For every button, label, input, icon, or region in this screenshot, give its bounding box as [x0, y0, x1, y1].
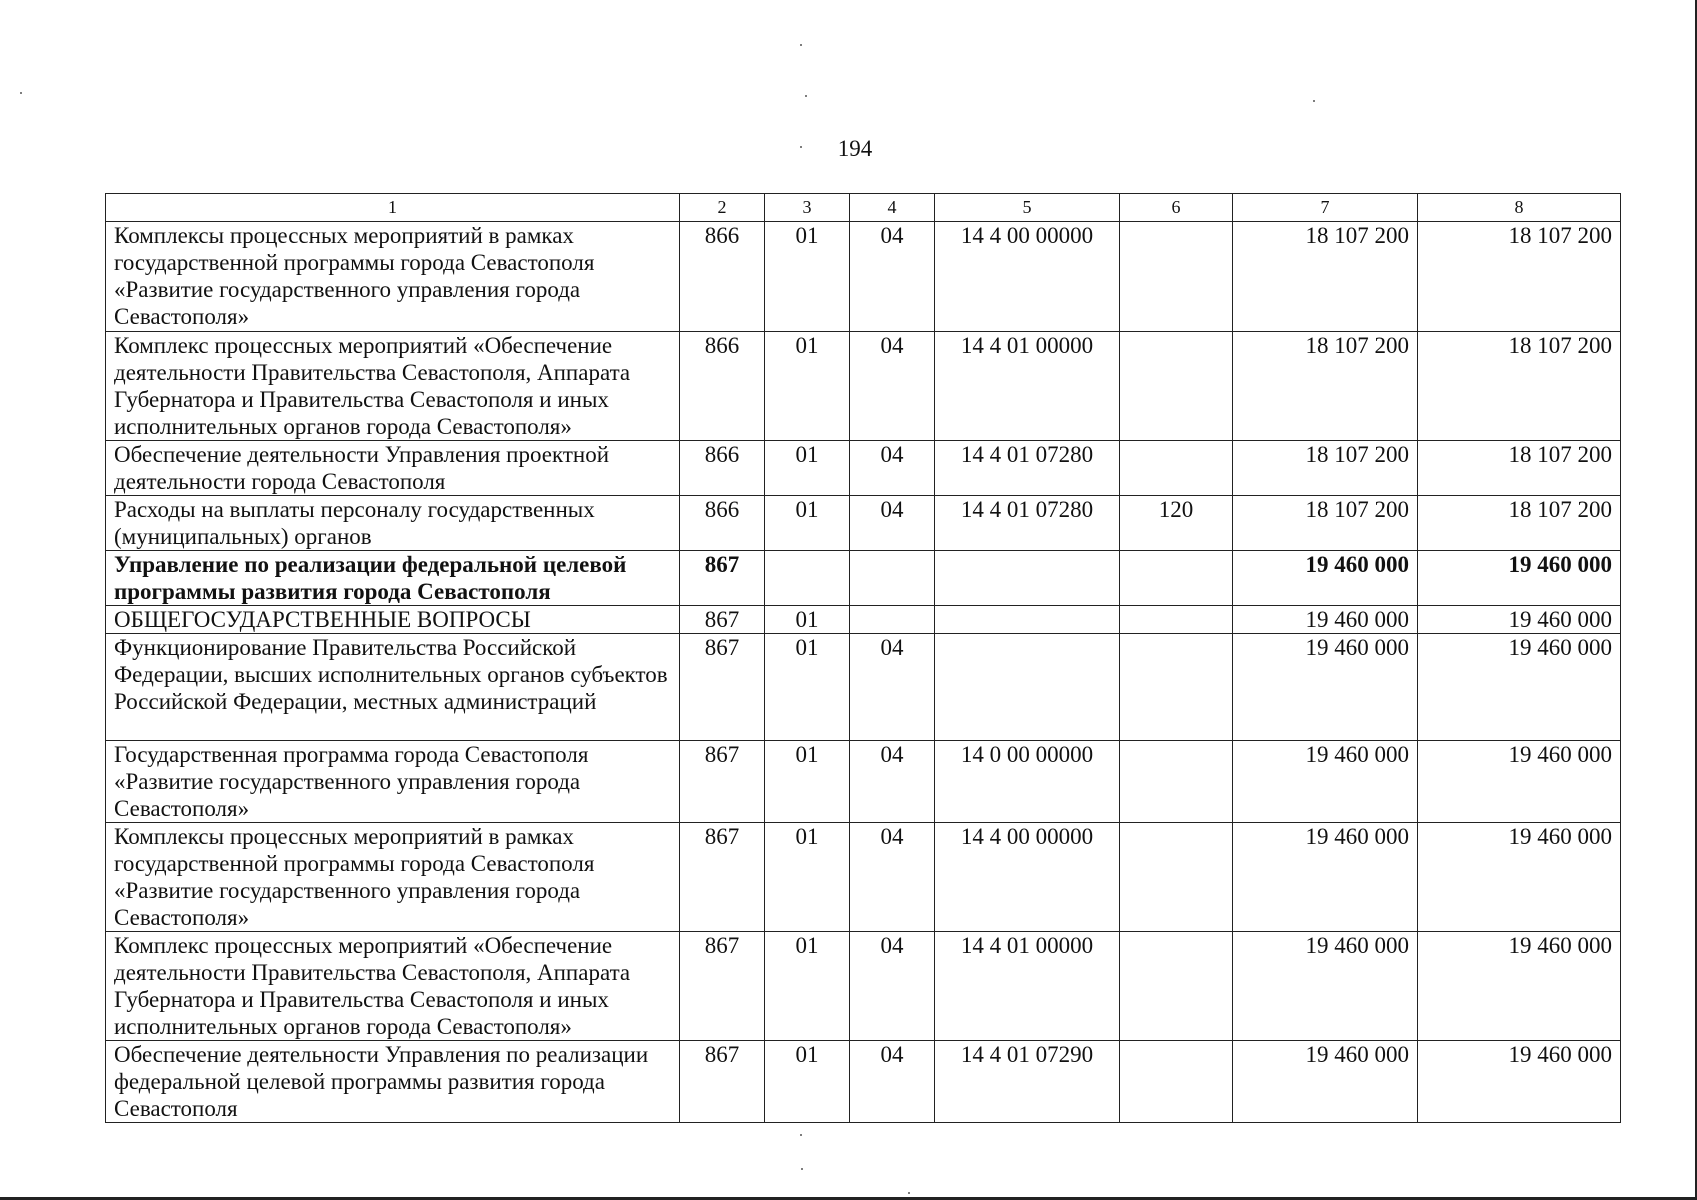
- row-cell-c6: [1120, 606, 1233, 634]
- scan-speck: [800, 1134, 802, 1136]
- table-row: [106, 441, 1621, 496]
- row-cell-c4: 04: [850, 741, 935, 823]
- budget-table: [105, 193, 1621, 1123]
- table-body: [106, 194, 1621, 1123]
- row-cell-c4: [850, 551, 935, 606]
- row-cell-c7: 19 460 000: [1233, 823, 1418, 932]
- row-cell-c5: 14 4 00 00000: [935, 222, 1120, 332]
- row-cell-c5: [935, 551, 1120, 606]
- row-cell-c6: [1120, 1041, 1233, 1123]
- row-cell-c6: 120: [1120, 496, 1233, 551]
- row-cell-c2: 866: [680, 222, 765, 332]
- row-name-cell: Обеспечение деятельности Управления проектной деятельности города Севастополя: [106, 441, 680, 496]
- row-name-cell: Комплексы процессных мероприятий в рамках государственной программы города Севастополя «Развитие государственного управления города Севастополя»: [106, 823, 680, 932]
- row-cell-c6: [1120, 332, 1233, 441]
- row-name-cell: Расходы на выплаты персоналу государственных (муниципальных) органов: [106, 496, 680, 551]
- row-cell-c8: 19 460 000: [1418, 741, 1621, 823]
- row-cell-c8: 19 460 000: [1418, 551, 1621, 606]
- row-cell-c7: 18 107 200: [1233, 222, 1418, 332]
- row-cell-c8: 19 460 000: [1418, 932, 1621, 1041]
- row-cell-c7: 19 460 000: [1233, 634, 1418, 741]
- row-cell-c6: [1120, 823, 1233, 932]
- row-cell-c5: [935, 606, 1120, 634]
- row-cell-c2: 867: [680, 1041, 765, 1123]
- row-cell-c4: 04: [850, 823, 935, 932]
- row-cell-c8: 19 460 000: [1418, 606, 1621, 634]
- row-cell-c8: 19 460 000: [1418, 1041, 1621, 1123]
- table-row: [106, 741, 1621, 823]
- row-name-cell: Комплексы процессных мероприятий в рамках государственной программы города Севастополя «Развитие государственного управления города Севастополя»: [106, 222, 680, 332]
- row-cell-c6: [1120, 222, 1233, 332]
- row-cell-c3: 01: [765, 1041, 850, 1123]
- header-cell: 6: [1120, 194, 1233, 222]
- row-cell-c7: 18 107 200: [1233, 441, 1418, 496]
- row-cell-c2: 867: [680, 606, 765, 634]
- row-cell-c8: 19 460 000: [1418, 823, 1621, 932]
- row-cell-c5: 14 4 01 07280: [935, 441, 1120, 496]
- row-cell-c4: 04: [850, 441, 935, 496]
- row-cell-c7: 19 460 000: [1233, 741, 1418, 823]
- table-row: [106, 1041, 1621, 1123]
- row-cell-c6: [1120, 441, 1233, 496]
- row-name-cell: Государственная программа города Севастополя «Развитие государственного управления города Севастополя»: [106, 741, 680, 823]
- row-cell-c2: 866: [680, 441, 765, 496]
- scan-speck: [908, 1192, 910, 1194]
- row-cell-c2: 866: [680, 496, 765, 551]
- row-name-cell: Обеспечение деятельности Управления по реализации федеральной целевой программы развития города Севастополя: [106, 1041, 680, 1123]
- header-cell: 4: [850, 194, 935, 222]
- row-cell-c7: 19 460 000: [1233, 551, 1418, 606]
- row-cell-c6: [1120, 551, 1233, 606]
- table-row: [106, 551, 1621, 606]
- row-name-cell: Комплекс процессных мероприятий «Обеспечение деятельности Правительства Севастополя, Аппарата Губернатора и Правительства Севастополя и иных исполнительных органов города Севастополя»: [106, 932, 680, 1041]
- table-row: [106, 932, 1621, 1041]
- header-cell: 7: [1233, 194, 1418, 222]
- row-cell-c7: 19 460 000: [1233, 932, 1418, 1041]
- row-cell-c4: 04: [850, 932, 935, 1041]
- table-row: [106, 332, 1621, 441]
- row-cell-c2: 867: [680, 634, 765, 741]
- header-cell: 3: [765, 194, 850, 222]
- row-cell-c5: 14 4 01 07280: [935, 496, 1120, 551]
- row-cell-c6: [1120, 634, 1233, 741]
- scan-speck: [801, 1168, 803, 1170]
- row-cell-c2: 867: [680, 551, 765, 606]
- row-cell-c8: 18 107 200: [1418, 496, 1621, 551]
- row-cell-c4: 04: [850, 634, 935, 741]
- scan-speck: [20, 92, 22, 94]
- row-cell-c7: 18 107 200: [1233, 496, 1418, 551]
- row-name-cell: Функционирование Правительства Российской Федерации, высших исполнительных органов субъектов Российской Федерации, местных администраций: [106, 634, 680, 741]
- table-row: [106, 634, 1621, 741]
- row-cell-c2: 867: [680, 741, 765, 823]
- table-header-row: [106, 194, 1621, 222]
- scan-speck: [805, 95, 807, 97]
- row-cell-c3: [765, 551, 850, 606]
- row-cell-c3: 01: [765, 741, 850, 823]
- row-cell-c4: 04: [850, 222, 935, 332]
- row-cell-c5: 14 4 01 07290: [935, 1041, 1120, 1123]
- table-row: [106, 496, 1621, 551]
- row-cell-c8: 19 460 000: [1418, 634, 1621, 741]
- row-cell-c7: 19 460 000: [1233, 606, 1418, 634]
- row-cell-c5: 14 0 00 00000: [935, 741, 1120, 823]
- row-cell-c3: 01: [765, 634, 850, 741]
- row-cell-c5: 14 4 00 00000: [935, 823, 1120, 932]
- header-cell: 1: [106, 194, 680, 222]
- row-cell-c3: 01: [765, 932, 850, 1041]
- table-row: [106, 606, 1621, 634]
- page-number: 194: [837, 136, 873, 161]
- row-cell-c8: 18 107 200: [1418, 222, 1621, 332]
- table-row: [106, 823, 1621, 932]
- row-cell-c3: 01: [765, 441, 850, 496]
- row-cell-c7: 19 460 000: [1233, 1041, 1418, 1123]
- row-cell-c3: 01: [765, 606, 850, 634]
- row-cell-c2: 867: [680, 932, 765, 1041]
- scan-speck: [800, 146, 802, 148]
- row-cell-c3: 01: [765, 496, 850, 551]
- header-cell: 2: [680, 194, 765, 222]
- row-name-cell: Управление по реализации федеральной целевой программы развития города Севастополя: [106, 551, 680, 606]
- row-cell-c5: 14 4 01 00000: [935, 932, 1120, 1041]
- row-cell-c3: 01: [765, 823, 850, 932]
- scan-speck: [800, 44, 802, 46]
- row-name-cell: ОБЩЕГОСУДАРСТВЕННЫЕ ВОПРОСЫ: [106, 606, 680, 634]
- row-cell-c8: 18 107 200: [1418, 441, 1621, 496]
- row-cell-c4: 04: [850, 496, 935, 551]
- row-cell-c2: 867: [680, 823, 765, 932]
- row-cell-c6: [1120, 932, 1233, 1041]
- row-cell-c6: [1120, 741, 1233, 823]
- table-row: [106, 222, 1621, 332]
- row-cell-c4: 04: [850, 1041, 935, 1123]
- scan-speck: [1313, 100, 1315, 102]
- row-cell-c4: [850, 606, 935, 634]
- row-cell-c3: 01: [765, 332, 850, 441]
- row-cell-c3: 01: [765, 222, 850, 332]
- row-name-cell: Комплекс процессных мероприятий «Обеспечение деятельности Правительства Севастополя, Аппарата Губернатора и Правительства Севастополя и иных исполнительных органов города Севастополя»: [106, 332, 680, 441]
- row-cell-c8: 18 107 200: [1418, 332, 1621, 441]
- row-cell-c7: 18 107 200: [1233, 332, 1418, 441]
- header-cell: 8: [1418, 194, 1621, 222]
- row-cell-c5: [935, 634, 1120, 741]
- row-cell-c5: 14 4 01 00000: [935, 332, 1120, 441]
- header-cell: 5: [935, 194, 1120, 222]
- row-cell-c2: 866: [680, 332, 765, 441]
- row-cell-c4: 04: [850, 332, 935, 441]
